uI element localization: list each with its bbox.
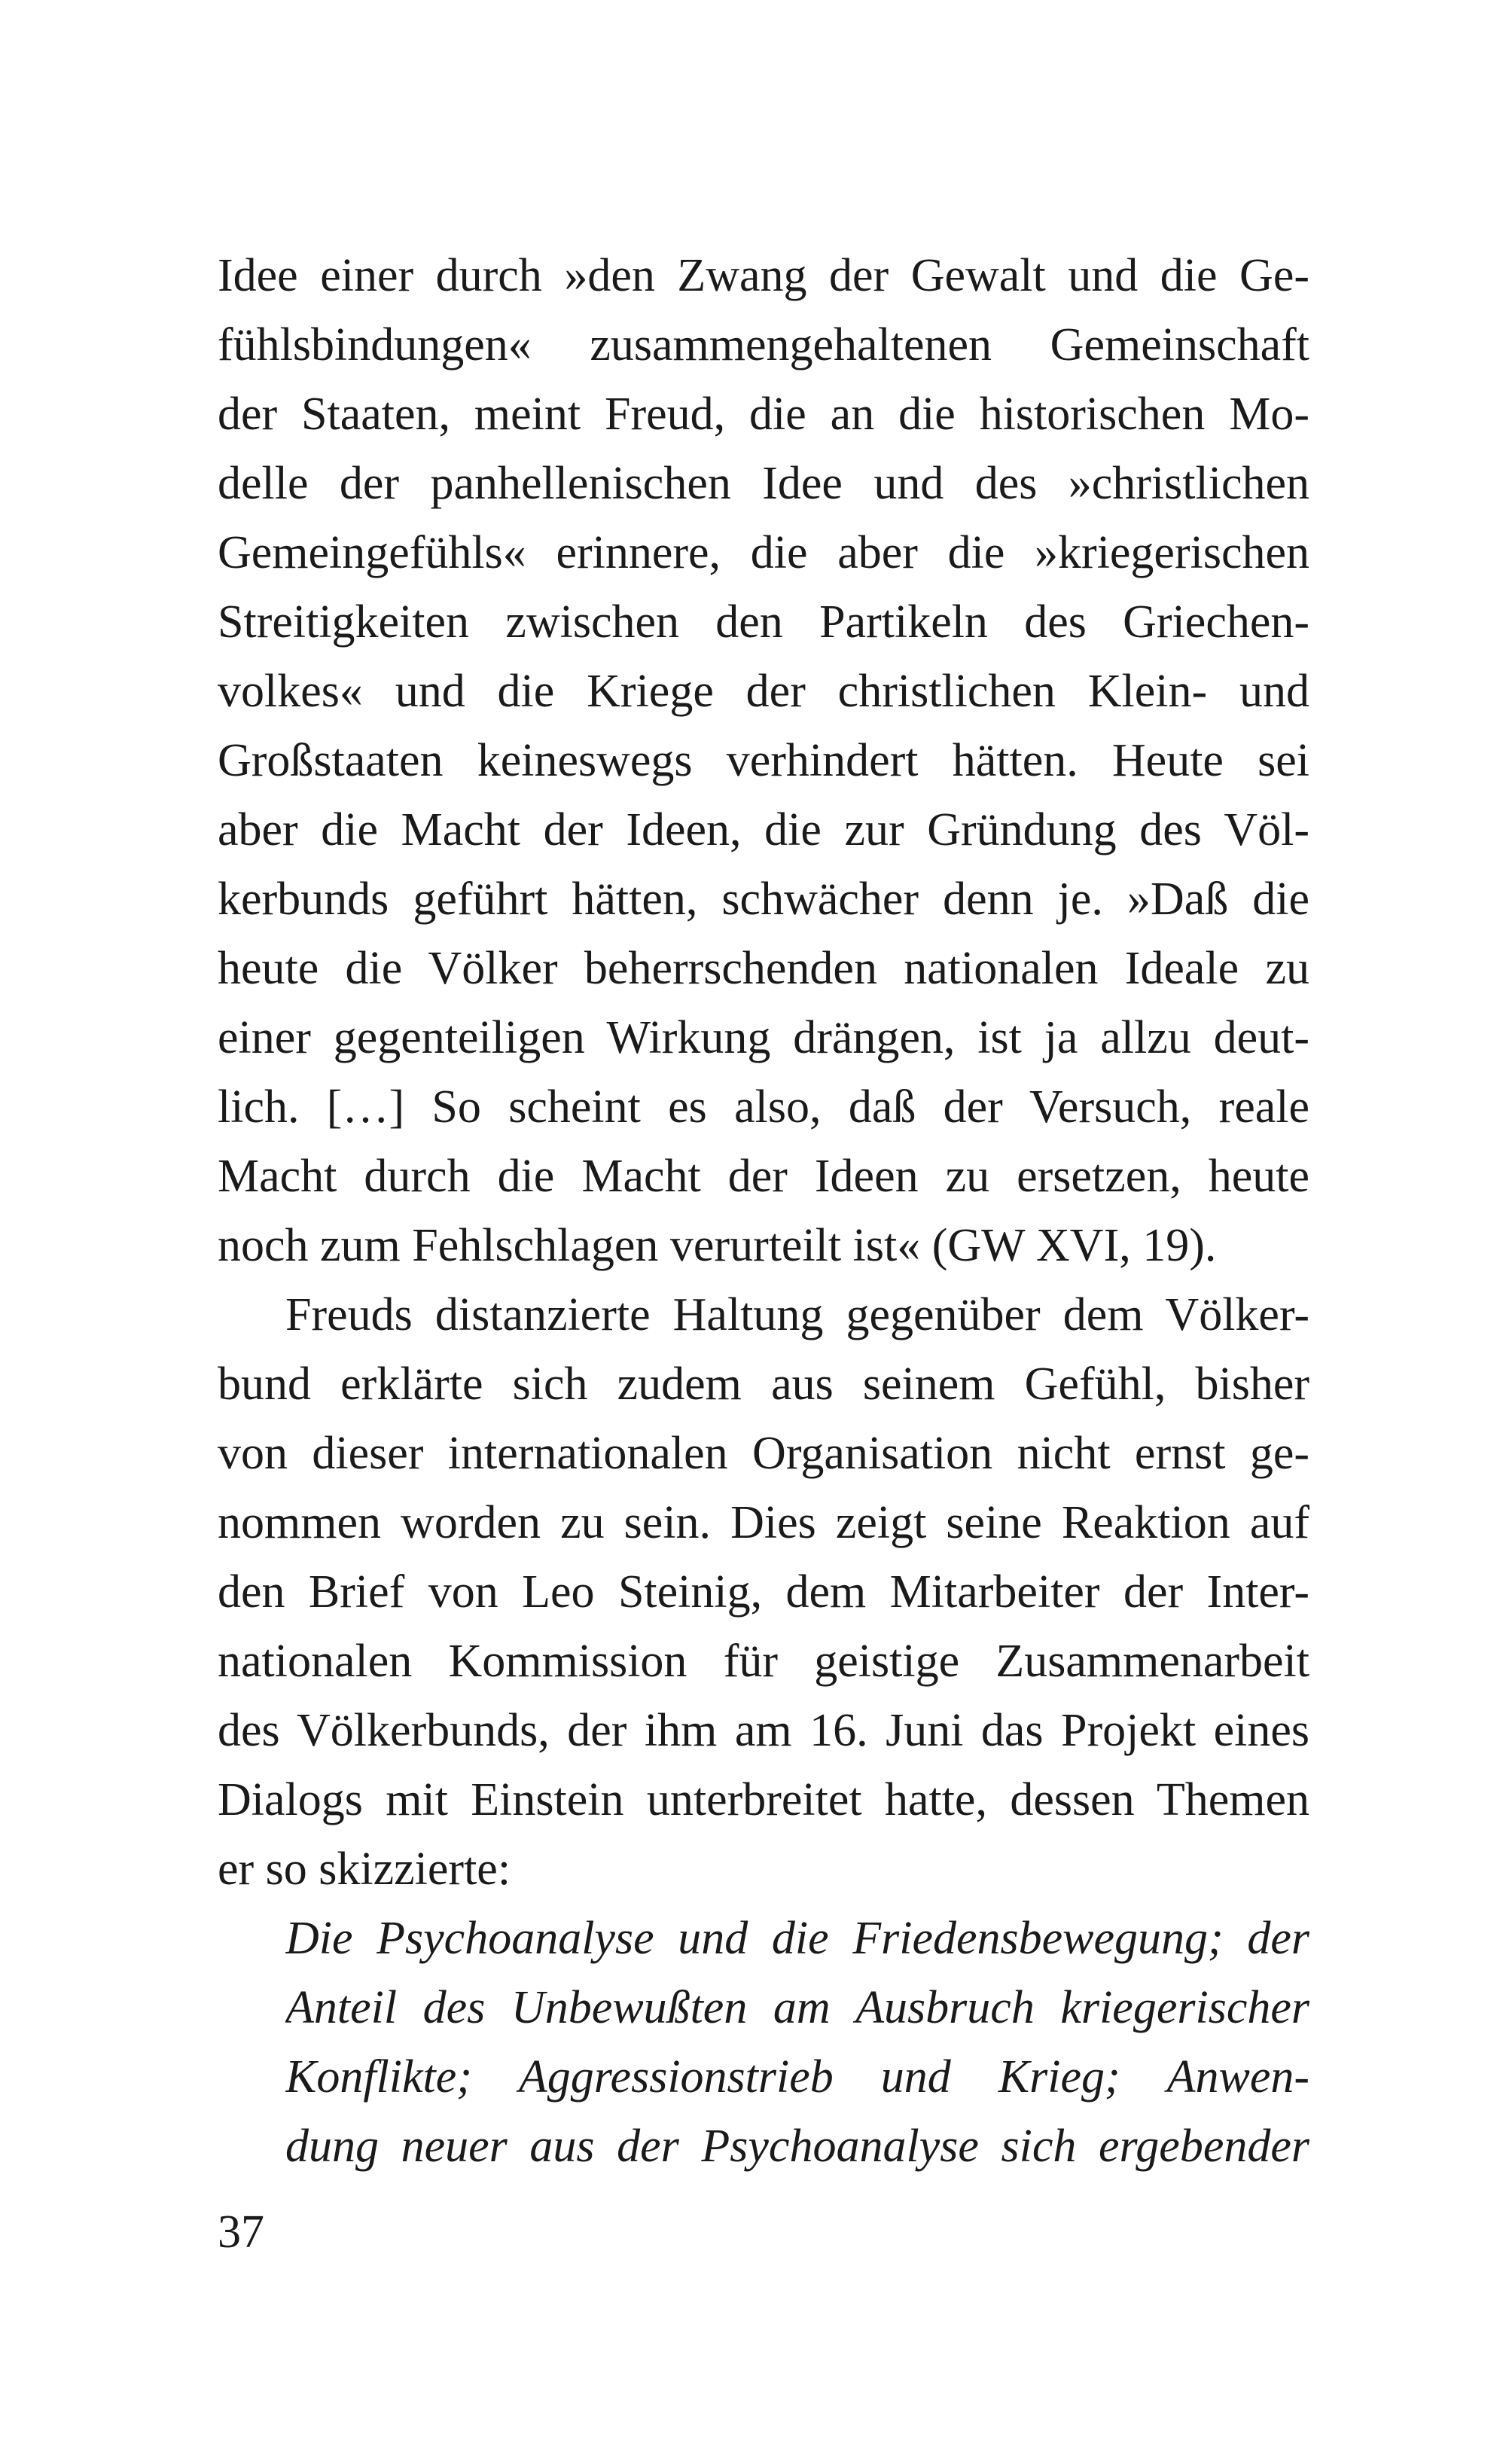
page-number: 37: [218, 2206, 264, 2258]
text-line: heute die Völker beherrschenden nationalen Ideale zu: [218, 943, 1309, 994]
text-line: Macht durch die Macht der Ideen zu ersetzen, heute: [218, 1151, 1309, 1202]
quote-line: dung neuer aus der Psychoanalyse sich ergebender: [285, 2121, 1309, 2172]
text-line: einer gegenteiligen Wirkung drängen, ist ja allzu deut-: [218, 1012, 1309, 1063]
quote-line: Die Psychoanalyse und die Friedensbewegung; der: [285, 1913, 1309, 1964]
text-line: Idee einer durch »den Zwang der Gewalt und die Ge-: [218, 250, 1309, 301]
text-line: kerbunds geführt hätten, schwächer denn je. »Daß die: [218, 874, 1309, 925]
text-line: delle der panhellenischen Idee und des »christlichen: [218, 458, 1309, 509]
text-line: Großstaaten keineswegs verhindert hätten. Heute sei: [218, 735, 1309, 786]
text-line: den Brief von Leo Steinig, dem Mitarbeiter der Inter-: [218, 1566, 1309, 1618]
text-line: bund erklärte sich zudem aus seinem Gefühl, bisher: [218, 1359, 1309, 1410]
text-line: von dieser internationalen Organisation nicht ernst ge-: [218, 1428, 1309, 1479]
body-text: [218, 241, 1309, 2181]
text-line: nommen worden zu sein. Dies zeigt seine Reaktion auf: [218, 1497, 1309, 1548]
text-line: Gemeingefühls« erinnere, die aber die »kriegerischen: [218, 527, 1309, 578]
text-line: nationalen Kommission für geistige Zusammenarbeit: [218, 1636, 1309, 1687]
paragraph-1: [218, 241, 1309, 1280]
text-line: Dialogs mit Einstein unterbreitet hatte, dessen Themen: [218, 1774, 1309, 1825]
text-line: Streitigkeiten zwischen den Partikeln des Griechen-: [218, 596, 1309, 648]
text-line: noch zum Fehlschlagen verurteilt ist« (GW XVI, 19).: [218, 1220, 1217, 1271]
text-line: Freuds distanzierte Haltung gegenüber dem Völker-: [285, 1289, 1309, 1340]
text-line: volkes« und die Kriege der christlichen Klein- und: [218, 666, 1309, 717]
text-line: lich. […] So scheint es also, daß der Versuch, reale: [218, 1081, 1309, 1133]
text-line: des Völkerbunds, der ihm am 16. Juni das Projekt eines: [218, 1705, 1309, 1756]
quote-line: Konflikte; Aggressionstrieb und Krieg; Anwen-: [285, 2051, 1309, 2103]
text-line: er so skizzierte:: [218, 1843, 511, 1895]
text-line: aber die Macht der Ideen, die zur Gründung des Völ-: [218, 804, 1309, 855]
block-quote: [218, 1904, 1309, 2181]
text-line: fühlsbindungen« zusammengehaltenen Gemeinschaft: [218, 319, 1309, 371]
text-line: der Staaten, meint Freud, die an die historischen Mo-: [218, 389, 1309, 440]
quote-line: Anteil des Unbewußten am Ausbruch kriegerischer: [285, 1982, 1309, 2033]
paragraph-2: [218, 1280, 1309, 1904]
